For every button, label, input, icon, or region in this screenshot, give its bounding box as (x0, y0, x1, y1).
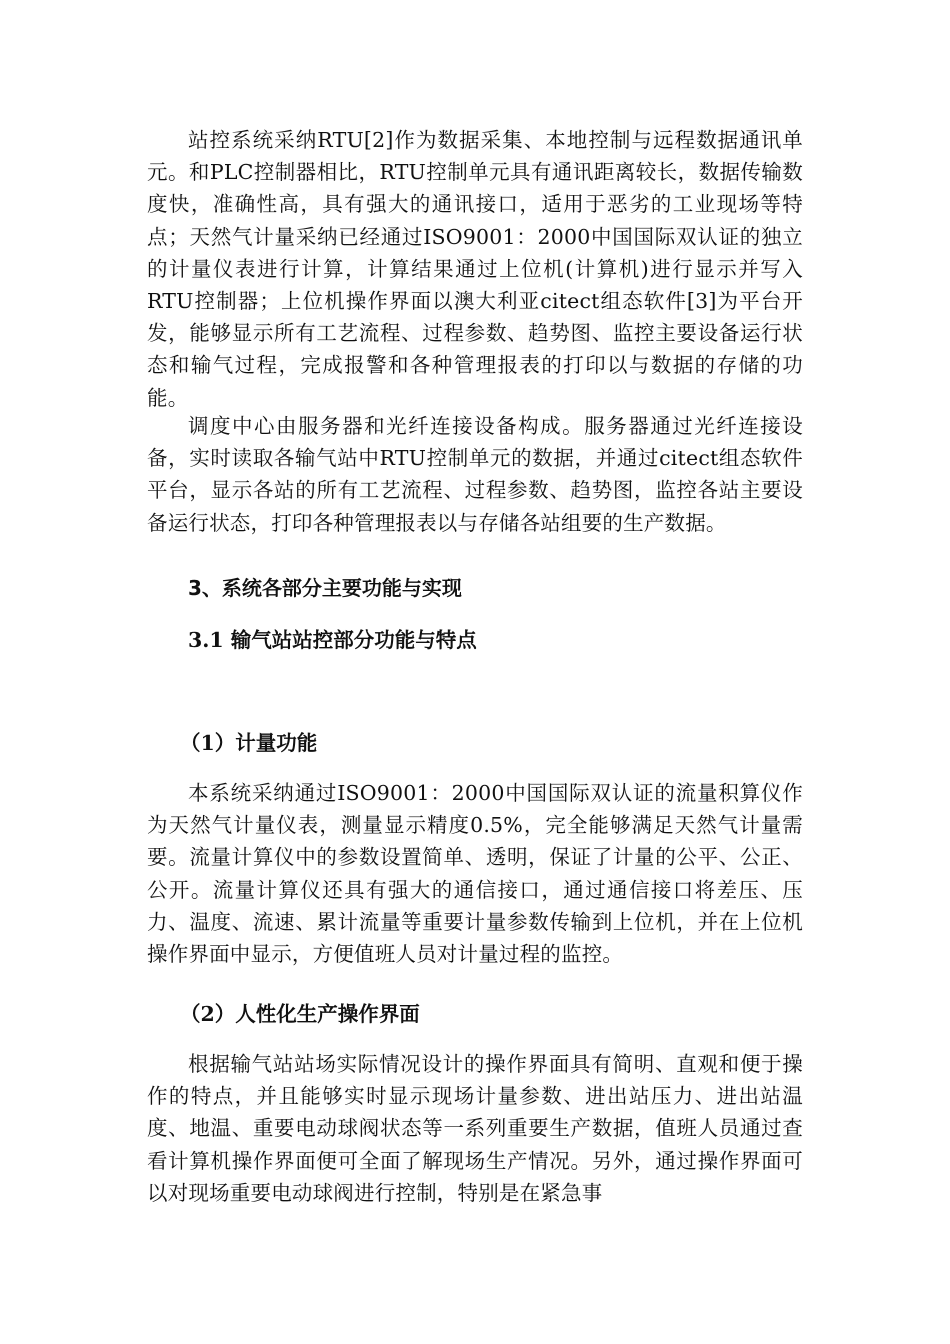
item-heading-metering: （1）计量功能 (180, 731, 318, 755)
paragraph-station-control: 站控系统采纳RTU[2]作为数据采集、本地控制与远程数据通讯单元。和PLC控制器相比，RTU控制单元具有通讯距离较长，数据传输数度快，准确性高，具有强大的通讯接口，适用于恶劣的工业现场等特点；天然气计量采纳已经通过ISO9001：2000中国国际双认证的独立的计量仪表进行计算，计算结果通过上位机(计算机)进行显示并写入RTU控制器；上位机操作界面以澳大利亚citect组态软件[3]为平台开发，能够显示所有工艺流程、过程参数、趋势图、监控主要设备运行状态和输气过程，完成报警和各种管理报表的打印以与数据的存储的功能。 (147, 128, 803, 410)
subsection-heading-3-1: 3.1 输气站站控部分功能与特点 (188, 628, 477, 652)
paragraph-operation-interface: 根据输气站站场实际情况设计的操作界面具有简明、直观和便于操作的特点，并且能够实时显示现场计量参数、进出站压力、进出站温度、地温、重要电动球阀状态等一系列重要生产数据，值班人员通过查看计算机操作界面便可全面了解现场生产情况。另外，通过操作界面可以对现场重要电动球阀进行控制，特别是在紧急事 (147, 1052, 803, 1205)
paragraph-metering-function: 本系统采纳通过ISO9001：2000中国国际双认证的流量积算仪作为天然气计量仪表，测量显示精度0.5%，完全能够满足天然气计量需要。流量计算仪中的参数设置简单、透明，保证了计量的公平、公正、公开。流量计算仪还具有强大的通信接口，通过通信接口将差压、压力、温度、流速、累计流量等重要计量参数传输到上位机，并在上位机操作界面中显示，方便值班人员对计量过程的监控。 (147, 781, 803, 967)
section-heading-3: 3、系统各部分主要功能与实现 (188, 576, 462, 600)
paragraph-dispatch-center: 调度中心由服务器和光纤连接设备构成。服务器通过光纤连接设备，实时读取各输气站中RTU控制单元的数据，并通过citect组态软件平台，显示各站的所有工艺流程、过程参数、趋势图，监控各站主要设备运行状态，打印各种管理报表以与存储各站组要的生产数据。 (147, 414, 803, 535)
item-heading-operation-interface: （2）人性化生产操作界面 (180, 1002, 420, 1026)
